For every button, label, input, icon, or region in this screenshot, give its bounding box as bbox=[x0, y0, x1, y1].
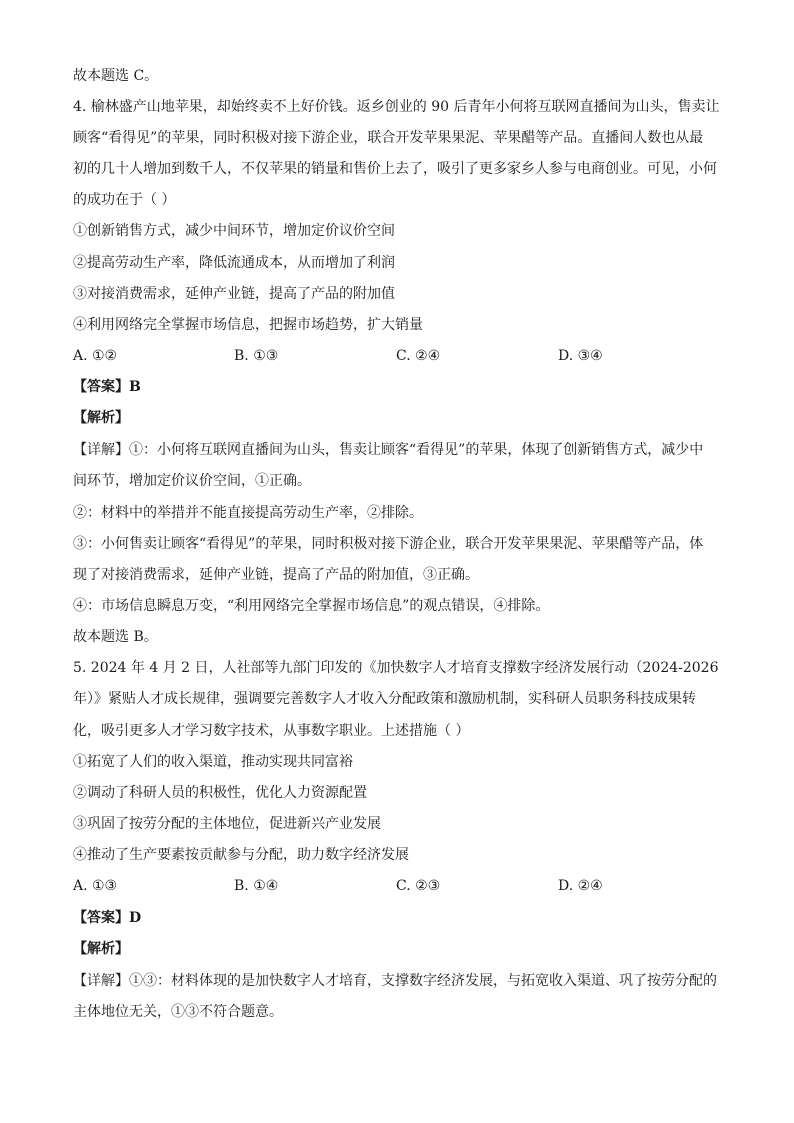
option-a: A. ①② bbox=[73, 348, 118, 364]
question-4-explanation-line: ③：小何售卖让顾客“看得见”的苹果，同时积极对接下游企业，联合开发苹果果泥、苹果醋等产品，体 bbox=[73, 536, 704, 552]
question-4-explanation-line: 【详解】①：小何将互联网直播间为山头，售卖让顾客“看得见”的苹果，体现了创新销售方式，减少中 bbox=[73, 442, 704, 458]
question-5-stem-line: 年）》紧贴人才成长规律，强调要完善数字人才收入分配政策和激励机制，实科研人员职务科技成果转 bbox=[73, 691, 696, 707]
question-4-explanation-line: ②：材料中的举措并不能直接提高劳动生产率，②排除。 bbox=[73, 505, 423, 521]
option-b: B. ①④ bbox=[234, 878, 279, 894]
question-4-statement-2: ②提高劳动生产率，降低流通成本，从而增加了利润 bbox=[73, 255, 395, 271]
option-c: C. ②③ bbox=[396, 878, 441, 894]
question-5-statement-1: ①拓宽了人们的收入渠道，推动实现共同富裕 bbox=[73, 754, 353, 770]
question-4-stem-line: 顾客“看得见”的苹果，同时积极对接下游企业，联合开发苹果果泥、苹果醋等产品。直播间人数也从最 bbox=[73, 130, 704, 146]
question-4-answer: 【答案】B bbox=[73, 379, 141, 395]
question-4-stem-line: 的成功在于（ ） bbox=[73, 192, 176, 208]
previous-conclusion: 故本题选 C。 bbox=[73, 68, 159, 84]
question-5-answer: 【答案】D bbox=[73, 910, 142, 926]
question-4-explanation-line: 现了对接消费需求，延伸产业链，提高了产品的附加值，③正确。 bbox=[73, 567, 479, 583]
question-4-statement-3: ③对接消费需求，延伸产业链，提高了产品的附加值 bbox=[73, 286, 395, 302]
question-5-statement-3: ③巩固了按劳分配的主体地位，促进新兴产业发展 bbox=[73, 816, 381, 832]
option-c: C. ②④ bbox=[396, 348, 441, 364]
question-5-stem-line: 化，吸引更多人才学习数字技术，从事数字职业。上述措施（ ） bbox=[73, 723, 470, 739]
question-5-statement-2: ②调动了科研人员的积极性，优化人力资源配置 bbox=[73, 785, 367, 801]
question-4-statement-1: ①创新销售方式，减少中间环节，增加定价议价空间 bbox=[73, 223, 395, 239]
question-4-conclusion: 故本题选 B。 bbox=[73, 629, 158, 645]
option-a: A. ①③ bbox=[73, 878, 118, 894]
question-5-options bbox=[73, 876, 723, 896]
question-5-explanation-line: 【详解】①③：材料体现的是加快数字人才培育，支撑数字经济发展，与拓宽收入渠道、巩了按劳分配的 bbox=[73, 973, 717, 989]
question-5-statement-4: ④推动了生产要素按贡献参与分配，助力数字经济发展 bbox=[73, 847, 409, 863]
option-d: D. ②④ bbox=[558, 878, 603, 894]
question-4-options bbox=[73, 346, 723, 366]
question-4-stem-line: 4. 榆林盛产山地苹果，却始终卖不上好价钱。返乡创业的 90 后青年小何将互联网直播间为山头，售卖让 bbox=[73, 99, 720, 115]
question-4-statement-4: ④利用网络完全掌握市场信息，把握市场趋势，扩大销量 bbox=[73, 317, 423, 333]
option-d: D. ③④ bbox=[558, 348, 603, 364]
option-b: B. ①③ bbox=[234, 348, 279, 364]
question-5-stem-line: 5. 2024 年 4 月 2 日，人社部等九部门印发的《加快数字人才培育支撑数字经济发展行动（2024-2026 bbox=[73, 660, 719, 676]
question-4-stem-line: 初的几十人增加到数千人，不仅苹果的销量和售价上去了，吸引了更多家乡人参与电商创业。可见，小何 bbox=[73, 161, 717, 177]
question-4-explanation-line: ④：市场信息瞬息万变，“利用网络完全掌握市场信息”的观点错误，④排除。 bbox=[73, 598, 550, 614]
question-5-analysis-label: 【解析】 bbox=[73, 941, 129, 957]
question-4-explanation-line: 间环节，增加定价议价空间，①正确。 bbox=[73, 473, 311, 489]
question-5-explanation-line: 主体地位无关，①③不符合题意。 bbox=[73, 1004, 283, 1020]
question-4-analysis-label: 【解析】 bbox=[73, 410, 129, 426]
